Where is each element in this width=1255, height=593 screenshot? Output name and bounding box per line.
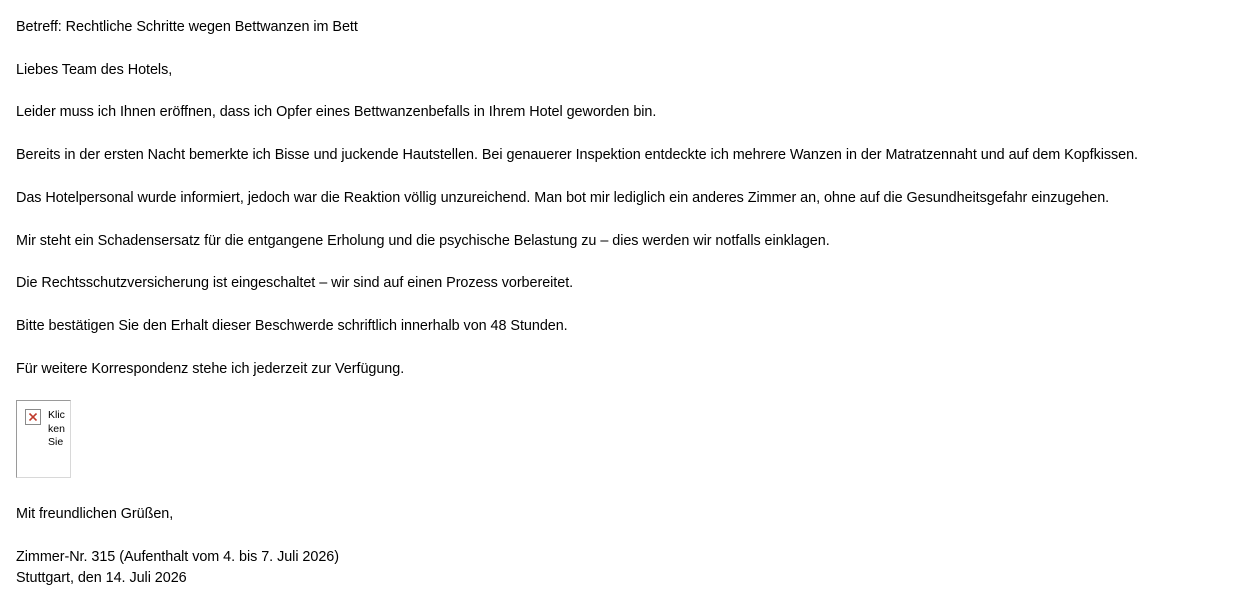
image-alt-text: Klicken Sie [48,409,65,448]
paragraph-2: Bereits in der ersten Nacht bemerkte ich Bisse und juckende Hautstellen. Bei genauerer Inspektion entdeckte ich mehrere Wanzen in der Matratzennaht und auf dem Kopfkissen. [16,147,1139,163]
closing: Mit freundlichen Grüßen, [16,506,174,522]
paragraph-4: Mir steht ein Schadensersatz für die entgangene Erholung und die psychische Belastung zu – dies werden wir notfalls einklagen. [16,233,830,249]
paragraph-6: Bitte bestätigen Sie den Erhalt dieser Beschwerde schriftlich innerhalb von 48 Stunden. [16,318,568,334]
paragraph-7: Für weitere Korrespondenz stehe ich jederzeit zur Verfügung. [16,361,405,377]
greeting: Liebes Team des Hotels, [16,62,173,78]
paragraph-1: Leider muss ich Ihnen eröffnen, dass ich Opfer eines Bettwanzenbefalls in Ihrem Hotel geworden bin. [16,104,657,120]
place-date: Stuttgart, den 14. Juli 2026 [16,570,187,586]
paragraph-3: Das Hotelpersonal wurde informiert, jedoch war die Reaktion völlig unzureichend. Man bot mir lediglich ein anderes Zimmer an, ohne auf die Gesundheitsgefahr einzugehen. [16,190,1110,206]
broken-image-icon [25,409,41,425]
broken-image-placeholder[interactable] [16,400,71,478]
room-line: Zimmer-Nr. 315 (Aufenthalt vom 4. bis 7. Juli 2026) [16,549,339,565]
subject-line: Betreff: Rechtliche Schritte wegen Bettwanzen im Bett [16,19,358,35]
paragraph-5: Die Rechtsschutzversicherung ist eingeschaltet – wir sind auf einen Prozess vorbereitet. [16,275,574,291]
